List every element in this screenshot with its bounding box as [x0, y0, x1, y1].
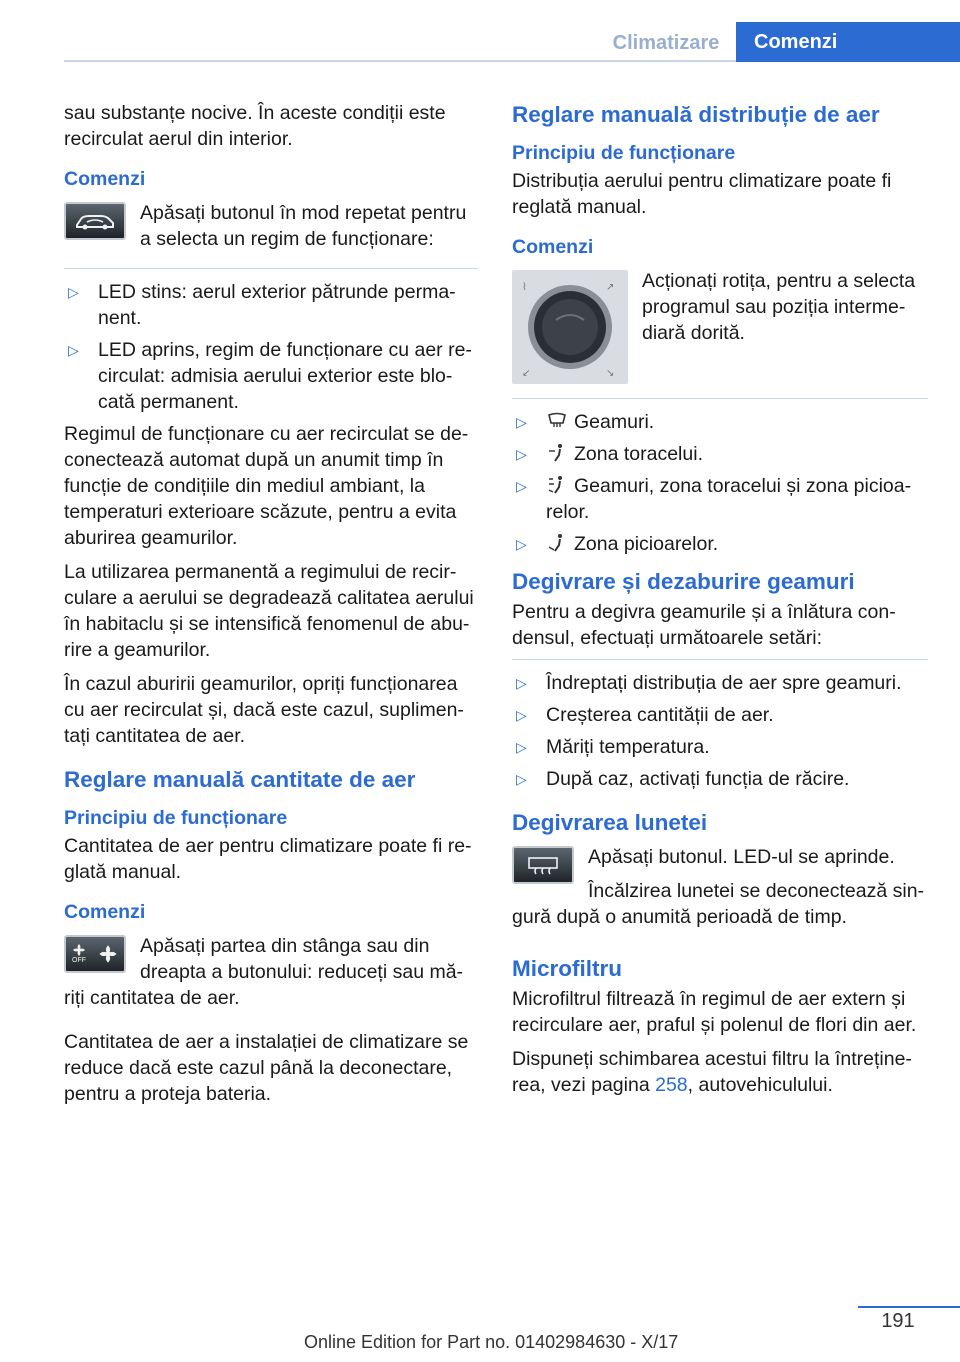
triangle-bullet-icon: ▷ — [516, 707, 527, 723]
triangle-bullet-icon: ▷ — [516, 771, 527, 787]
divider — [512, 398, 928, 399]
svg-text:↘: ↘ — [606, 368, 615, 379]
comenzi-heading: Comenzi — [64, 901, 146, 923]
right-column — [512, 100, 928, 1106]
intro-text: sau substanțe nocive. În aceste condiții este recirculat aerul din interior. — [64, 102, 446, 150]
distribution-knob-image — [512, 270, 628, 384]
triangle-bullet-icon: ▷ — [516, 536, 527, 552]
paragraph: În cazul aburirii geamurilor, opriți funcționarea cu aer recirculat și, dacă este cazul, suplimen‐tați cantitatea de aer. — [64, 673, 464, 747]
chest-airflow-icon — [546, 443, 568, 463]
recirculation-button-image — [64, 202, 126, 240]
section-heading: Microfiltru — [512, 956, 622, 981]
list-item: ▷ Îndreptați distribuția de aer spre geamuri. — [516, 672, 902, 694]
feet-airflow-icon — [546, 533, 568, 553]
triangle-bullet-icon: ▷ — [68, 342, 79, 358]
windshield-chest-feet-icon — [546, 475, 568, 495]
paragraph: Distribuția aerului pentru climatizare poate fi reglată manual. — [512, 170, 892, 218]
comenzi-heading: Comenzi — [512, 236, 594, 258]
svg-text:↗: ↗ — [606, 282, 615, 293]
svg-text:⌇: ⌇ — [522, 282, 527, 293]
divider — [64, 268, 478, 269]
section-heading: Reglare manuală cantitate de aer — [64, 767, 416, 792]
subheading: Principiu de funcționare — [64, 807, 288, 829]
list-item: ▷ LED stins: aerul exterior pătrunde perma‐nent. — [68, 281, 456, 329]
list-item: ▷ Creșterea cantității de aer. — [516, 704, 774, 726]
edition-text: Online Edition for Part no. 01402984630 - X/17 — [304, 1332, 679, 1352]
comenzi-text: Apăsați butonul în mod repetat pentru a selecta un regim de funcționare: — [140, 202, 467, 250]
paragraph: Dispuneți schimbarea acestui filtru la întreține‐rea, vezi pagina 258, autovehiculului. — [512, 1048, 912, 1096]
section-heading: Degivrarea lunetei — [512, 810, 708, 835]
footer-rule — [858, 1306, 960, 1308]
paragraph: La utilizarea permanentă a regimului de recir‐culare a aerului se degradează calitatea aerului în habitaclu și se intensifică fenomenul de abu‐rire a geamurilor. — [64, 561, 474, 661]
page-link[interactable]: 258 — [655, 1074, 688, 1096]
triangle-bullet-icon: ▷ — [516, 675, 527, 691]
triangle-bullet-icon: ▷ — [68, 284, 79, 300]
section-heading: Degivrare și dezaburire geamuri — [512, 569, 855, 594]
comenzi-heading: Comenzi — [64, 168, 146, 190]
paragraph: Regimul de funcționare cu aer recirculat se de‐conectează automat după un anumit timp în funcție de condițiile din mediul ambiant, la temperaturi exterioare scăzute, pentru a evita aburirea geamurilor. — [64, 423, 469, 549]
list-item: ▷ Măriți temperatura. — [516, 736, 710, 758]
off-label: OFF — [72, 957, 86, 964]
list-item: ▷ Zona toracelui. — [516, 443, 703, 465]
svg-text:↙: ↙ — [522, 368, 531, 379]
divider — [512, 659, 928, 660]
triangle-bullet-icon: ▷ — [516, 478, 527, 494]
triangle-bullet-icon: ▷ — [516, 739, 527, 755]
list-item: ▷ După caz, activați funcția de răcire. — [516, 768, 850, 790]
paragraph: Încălzirea lunetei se deconectează sin‐gură după o anumită perioadă de timp. — [512, 880, 925, 928]
fan-large-icon — [98, 944, 118, 964]
page-number: 191 — [881, 1310, 915, 1332]
section-heading: Reglare manuală distribuție de aer — [512, 102, 880, 127]
comenzi-text: Acționați rotița, pentru a selecta programul sau poziția interme‐diară dorită. — [642, 270, 916, 344]
list-item: ▷ Geamuri. — [516, 411, 655, 433]
paragraph: Cantitatea de aer a instalației de climatizare se reduce dacă este cazul până la deconectare, pentru a proteja bateria. — [64, 1031, 469, 1105]
header-section: Climatizare — [612, 32, 720, 54]
rear-defrost-button-image — [512, 846, 574, 884]
comenzi-text: Apăsați partea din stânga sau din dreapta a butonului: reduceți sau mă‐riți cantitatea de aer. — [64, 935, 464, 1009]
windshield-icon — [546, 411, 568, 431]
triangle-bullet-icon: ▷ — [516, 414, 527, 430]
paragraph: Apăsați butonul. LED-ul se aprinde. — [588, 846, 895, 868]
list-item: ▷ Zona picioarelor. — [516, 533, 719, 555]
triangle-bullet-icon: ▷ — [516, 446, 527, 462]
car-recirculation-icon — [73, 210, 117, 232]
left-column — [64, 100, 478, 1115]
paragraph: Microfiltrul filtrează în regimul de aer extern și recirculare aer, praful și polenul de flori din aer. — [512, 988, 917, 1036]
fan-button-image — [64, 935, 126, 973]
header-chapter: Comenzi — [736, 22, 960, 62]
paragraph: Cantitatea de aer pentru climatizare poate fi re‐glată manual. — [64, 835, 472, 883]
rear-window-heat-icon — [525, 854, 561, 876]
distribution-list — [512, 409, 928, 557]
subheading: Principiu de funcționare — [512, 142, 736, 164]
defrost-list — [512, 670, 928, 792]
paragraph: Pentru a degivra geamurile și a înlătura con‐densul, efectuați următoarele setări: — [512, 601, 896, 649]
recirculation-list — [64, 279, 478, 415]
list-item: ▷ LED aprins, regim de funcționare cu aer re‐circulat: admisia aerului exterior este blo‐cată permanent. — [68, 339, 472, 413]
rotary-knob-icon — [512, 270, 628, 384]
fan-small-icon — [72, 943, 86, 957]
list-item: ▷ Geamuri, zona toracelui și zona picioa‐relor. — [516, 475, 912, 523]
